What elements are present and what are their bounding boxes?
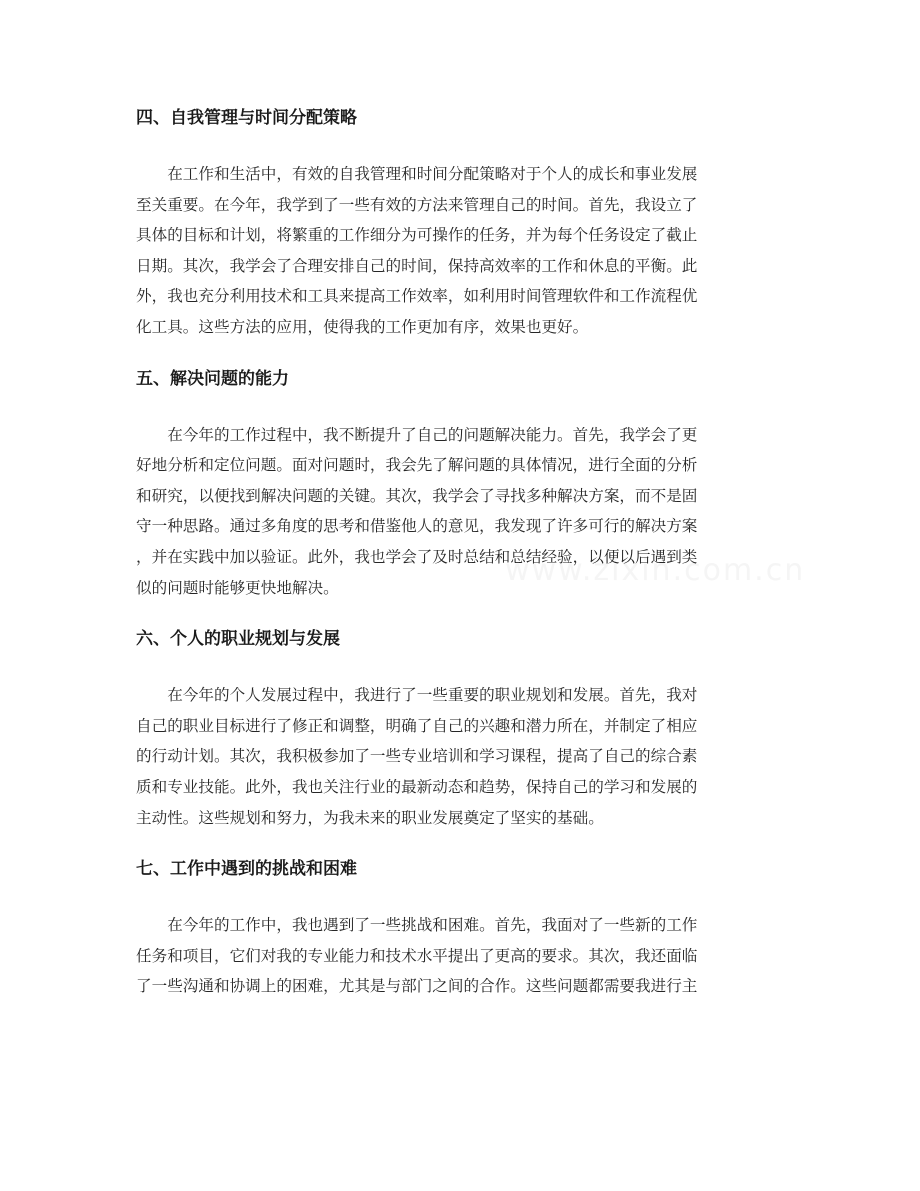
- section-heading: 七、工作中遇到的挑战和困难: [136, 859, 357, 880]
- document-content: [136, 103, 786, 1002]
- paragraph-line: 自己的职业目标进行了修正和调整，明确了自己的兴趣和潜力所在，并制定了相应: [136, 716, 698, 735]
- paragraph-line: 主动性。这些规划和努力，为我未来的职业发展奠定了坚实的基础。: [136, 808, 604, 827]
- paragraph-line: 守一种思路。通过多角度的思考和借鉴他人的意见，我发现了许多可行的解决方案: [136, 517, 698, 536]
- section-heading: 六、个人的职业规划与发展: [136, 629, 340, 650]
- paragraph-line: 质和专业技能。此外，我也关注行业的最新动态和趋势，保持自己的学习和发展的: [136, 777, 698, 796]
- paragraph-line: 在今年的工作中，我也遇到了一些挑战和困难。首先，我面对了一些新的工作: [136, 916, 698, 935]
- watermark: www.zixin.com.cn: [505, 553, 806, 588]
- section-paragraph: [136, 420, 786, 604]
- paragraph-line: 具体的目标和计划，将繁重的工作细分为可操作的任务，并为每个任务设定了截止: [136, 226, 698, 245]
- section-paragraph: [136, 680, 786, 833]
- paragraph-line: 在今年的个人发展过程中，我进行了一些重要的职业规划和发展。首先，我对: [136, 686, 698, 705]
- section-heading: 五、解决问题的能力: [136, 368, 289, 389]
- section-heading: 四、自我管理与时间分配策略: [136, 108, 357, 128]
- paragraph-line: 的行动计划。其次，我积极参加了一些专业培训和学习课程，提高了自己的综合素: [136, 747, 698, 766]
- paragraph-line: 外，我也充分利用技术和工具来提高工作效率，如利用时间管理软件和工作流程优: [136, 287, 698, 306]
- section-paragraph: [136, 159, 786, 343]
- paragraph-line: 日期。其次，我学会了合理安排自己的时间，保持高效率的工作和休息的平衡。此: [136, 256, 698, 275]
- paragraph-line: 在工作和生活中，有效的自我管理和时间分配策略对于个人的成长和事业发展: [136, 165, 698, 183]
- paragraph-line: 了一些沟通和协调上的困难，尤其是与部门之间的合作。这些问题都需要我进行主: [136, 977, 698, 996]
- paragraph-line: 好地分析和定位问题。面对问题时，我会先了解问题的具体情况，进行全面的分析: [136, 456, 698, 475]
- paragraph-line: 在今年的工作过程中，我不断提升了自己的问题解决能力。首先，我学会了更: [136, 425, 698, 444]
- section-paragraph: [136, 910, 786, 1002]
- paragraph-line: 化工具。这些方法的应用，使得我的工作更加有序，效果也更好。: [136, 317, 589, 336]
- paragraph-line: 任务和项目，它们对我的专业能力和技术水平提出了更高的要求。其次，我还面临: [136, 946, 698, 965]
- paragraph-line: 至关重要。在今年，我学到了一些有效的方法来管理自己的时间。首先，我设立了: [136, 195, 698, 214]
- paragraph-line: 似的问题时能够更快地解决。: [136, 578, 339, 597]
- paragraph-line: ，并在实践中加以验证。此外，我也学会了及时总结和总结经验，以便以后遇到类: [136, 547, 698, 566]
- paragraph-line: 和研究，以便找到解决问题的关键。其次，我学会了寻找多种解决方案，而不是固: [136, 486, 698, 505]
